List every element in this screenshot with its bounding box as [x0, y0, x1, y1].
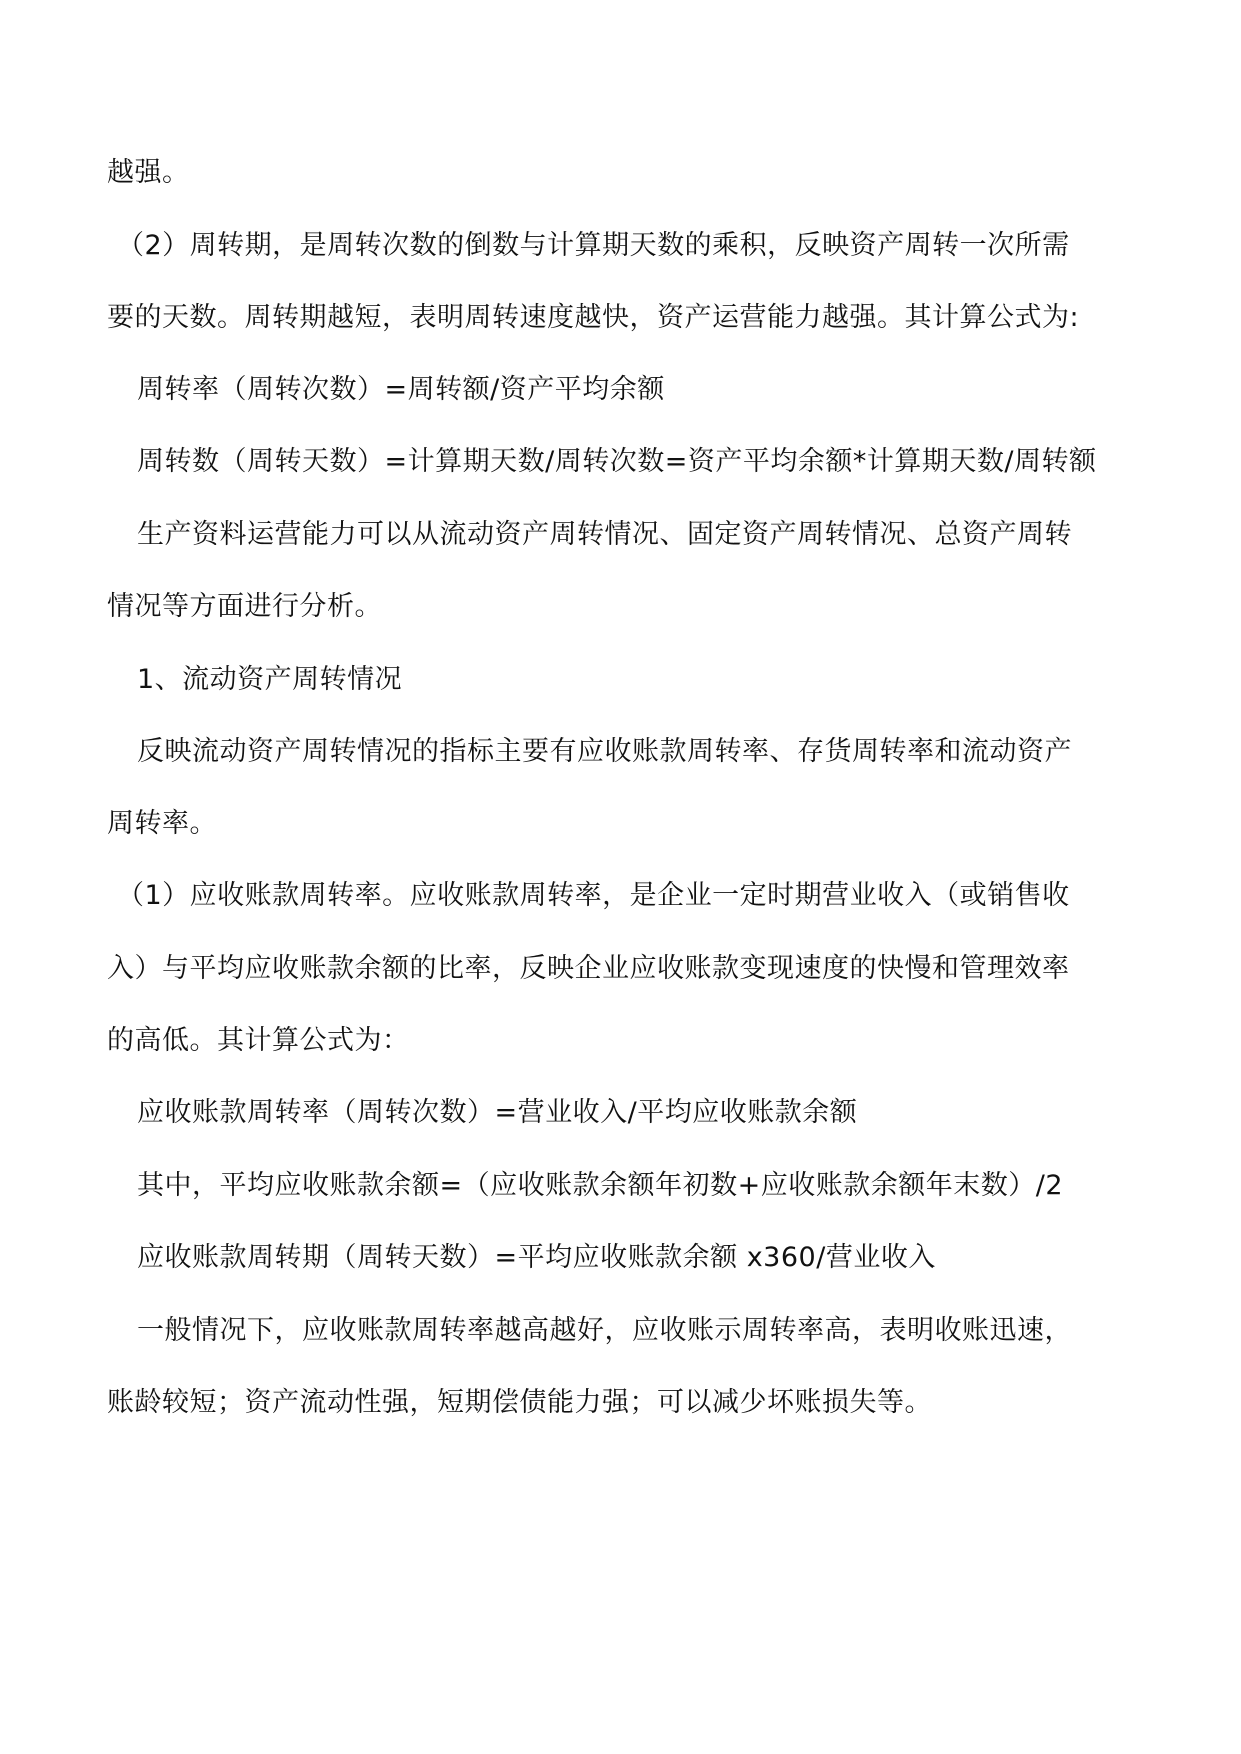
text-line-2: （2）周转期，是周转次数的倒数与计算期天数的乘积，反映资产周转一次所需: [117, 230, 1070, 261]
text-line-11: （1）应收账款周转率。应收账款周转率，是企业一定时期营业收入（或销售收: [117, 880, 1070, 911]
text-line-17: 一般情况下，应收账款周转率越高越好，应收账示周转率高，表明收账迅速，: [137, 1315, 1072, 1346]
formula-line-2: 周转数（周转天数）=计算期天数/周转次数=资产平均余额*计算期天数/周转额: [137, 446, 1097, 477]
text-line-18: 账龄较短；资产流动性强，短期偿债能力强；可以减少坏账损失等。: [107, 1387, 932, 1418]
text-line-12: 入）与平均应收账款余额的比率，反映企业应收账款变现速度的快慢和管理效率: [107, 953, 1070, 984]
text-line-13: 的高低。其计算公式为：: [107, 1025, 410, 1056]
text-line-10: 周转率。: [107, 808, 217, 839]
formula-line-3: 应收账款周转率（周转次数）=营业收入/平均应收账款余额: [137, 1097, 858, 1128]
section-heading: 1、流动资产周转情况: [137, 664, 403, 695]
text-line-3: 要的天数。周转期越短，表明周转速度越快，资产运营能力越强。其计算公式为:: [107, 302, 1080, 333]
text-line-6: 生产资料运营能力可以从流动资产周转情况、固定资产周转情况、总资产周转: [137, 519, 1072, 550]
text-line-7: 情况等方面进行分析。: [107, 591, 382, 622]
formula-line-1: 周转率（周转次数）=周转额/资产平均余额: [137, 374, 665, 405]
formula-line-4: 其中，平均应收账款余额=（应收账款余额年初数+应收账款余额年末数）/2: [137, 1170, 1064, 1201]
formula-line-5: 应收账款周转期（周转天数）=平均应收账款余额 x360/营业收入: [137, 1242, 936, 1273]
text-line-9: 反映流动资产周转情况的指标主要有应收账款周转率、存货周转率和流动资产: [137, 736, 1072, 767]
text-line-1: 越强。: [107, 157, 190, 188]
